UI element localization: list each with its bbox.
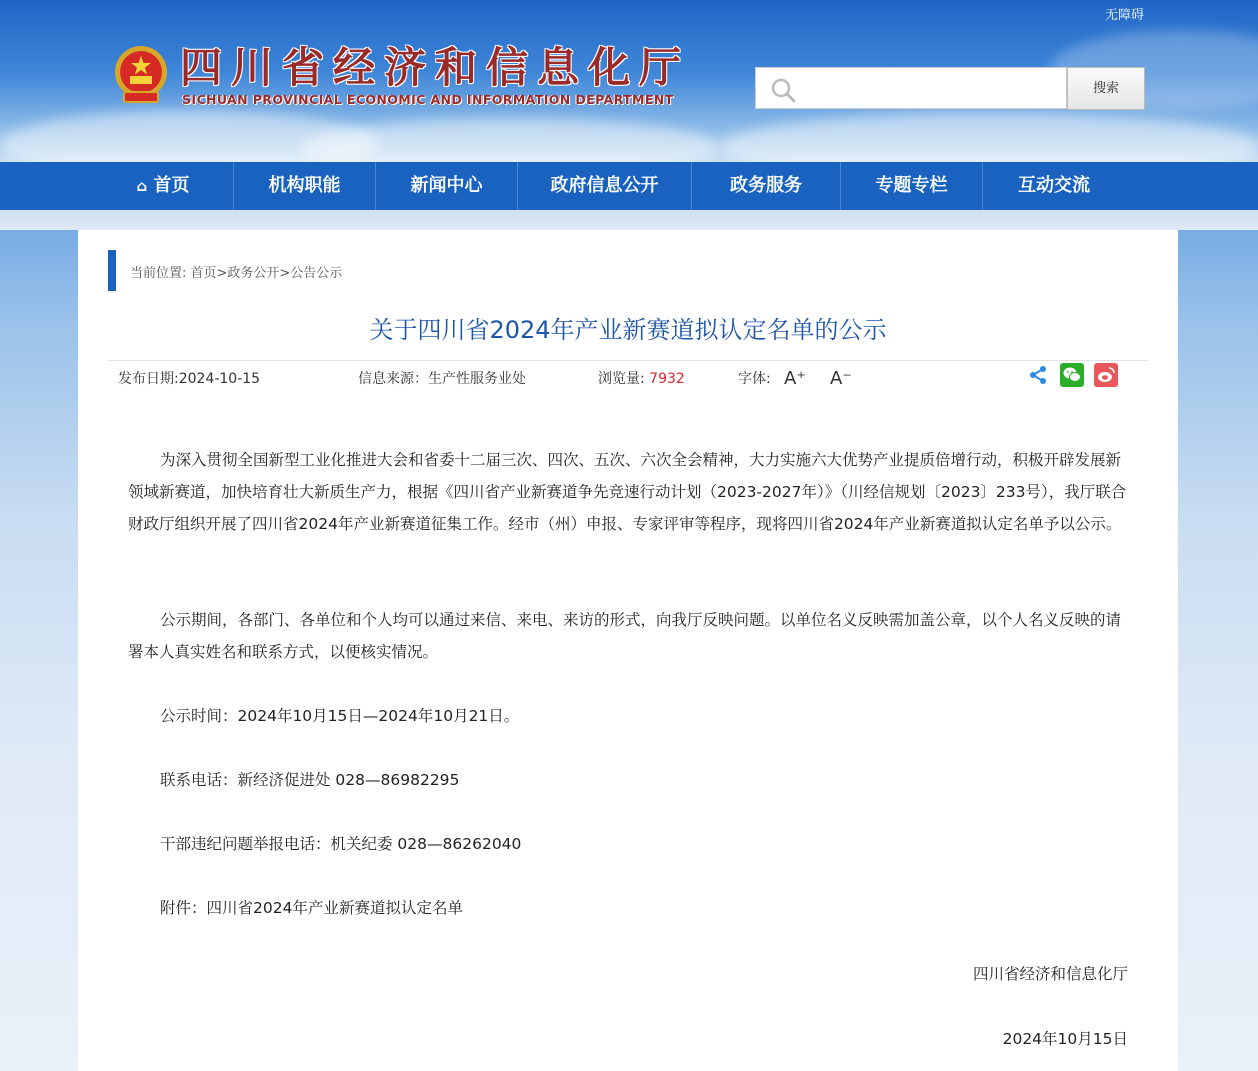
weibo-icon[interactable] xyxy=(1094,363,1118,387)
article-paragraph: 公示期间，各部门、各单位和个人均可以通过来信、来电、来访的形式，向我厅反映问题。以单位名义反映需加盖公章，以个人名义反映的请署本人真实姓名和联系方式，以便核实情况。 xyxy=(128,611,1122,661)
main-nav xyxy=(0,162,1258,210)
title-divider xyxy=(108,360,1148,361)
site-title-english: SICHUAN PROVINCIAL ECONOMIC AND INFORMATION DEPARTMENT xyxy=(182,92,674,107)
contact-phone: 联系电话：新经济促进处 028—86982295 xyxy=(160,771,460,789)
article-paragraph: 为深入贯彻全国新型工业化推进大会和省委十二届三次、四次、五次、六次全会精神，大力实施六大优势产业提质倍增行动，积极开辟发展新领域新赛道，加快培育壮大新质生产力，根据《四川省产业新赛道争先竞速行动计划（2023-2027年）》（川经信规划〔2023〕233号），我厅联合财政厅组织开展了四川省2024年产业新赛道征集工作。经市（州）申报、专家评审等程序，现将四川省2024年产业新赛道拟认定名单予以公示。 xyxy=(128,451,1127,533)
sign-date: 2024年10月15日 xyxy=(1002,1030,1128,1048)
publicity-period: 公示时间：2024年10月15日—2024年10月21日。 xyxy=(160,707,520,725)
font-decrease-button[interactable]: A⁻ xyxy=(830,368,852,389)
accessibility-link[interactable]: 无障碍 xyxy=(1104,8,1144,23)
signature: 四川省经济和信息化厅 xyxy=(972,965,1128,983)
national-emblem-icon xyxy=(112,44,170,106)
font-increase-button[interactable]: A⁺ xyxy=(784,368,806,389)
info-source: 信息来源：生产性服务业处 xyxy=(358,371,526,387)
site-header xyxy=(0,0,1258,162)
nav-item-gov-info[interactable]: 政府信息公开 xyxy=(518,162,692,210)
attachment-link[interactable]: 附件：四川省2024年产业新赛道拟认定名单 xyxy=(160,899,463,917)
view-count-label: 浏览量: xyxy=(598,371,645,387)
view-count xyxy=(598,368,685,388)
article-title: 关于四川省2024年产业新赛道拟认定名单的公示 xyxy=(369,316,887,344)
share-icon[interactable] xyxy=(1026,363,1050,387)
breadcrumb[interactable]: 当前位置: 首页>政务公开>公告公示 xyxy=(130,266,343,281)
nav-item-functions[interactable]: 机构职能 xyxy=(234,162,376,210)
nav-item-news[interactable]: 新闻中心 xyxy=(376,162,518,210)
nav-item-services[interactable]: 政务服务 xyxy=(692,162,841,210)
report-phone: 干部违纪问题举报电话：机关纪委 028—86262040 xyxy=(160,835,522,853)
publish-date: 发布日期:2024-10-15 xyxy=(118,371,261,387)
search-icon xyxy=(770,77,796,103)
nav-shadow xyxy=(0,210,1258,230)
wechat-icon[interactable] xyxy=(1060,363,1084,387)
nav-item-home[interactable] xyxy=(93,162,234,210)
nav-item-topics[interactable]: 专题专栏 xyxy=(841,162,983,210)
font-size-label: 字体: xyxy=(738,371,771,387)
article-container xyxy=(78,230,1178,1071)
home-icon: ⌂ xyxy=(136,177,148,195)
nav-item-interaction[interactable]: 互动交流 xyxy=(1018,175,1090,196)
search-button[interactable]: 搜索 xyxy=(1067,67,1145,110)
search-input[interactable] xyxy=(755,67,1067,109)
view-count-value: 7932 xyxy=(649,371,685,387)
breadcrumb-marker xyxy=(108,250,116,291)
site-title: 四川省经济和信息化厅 xyxy=(180,43,691,92)
nav-home-label: 首页 xyxy=(153,175,190,196)
